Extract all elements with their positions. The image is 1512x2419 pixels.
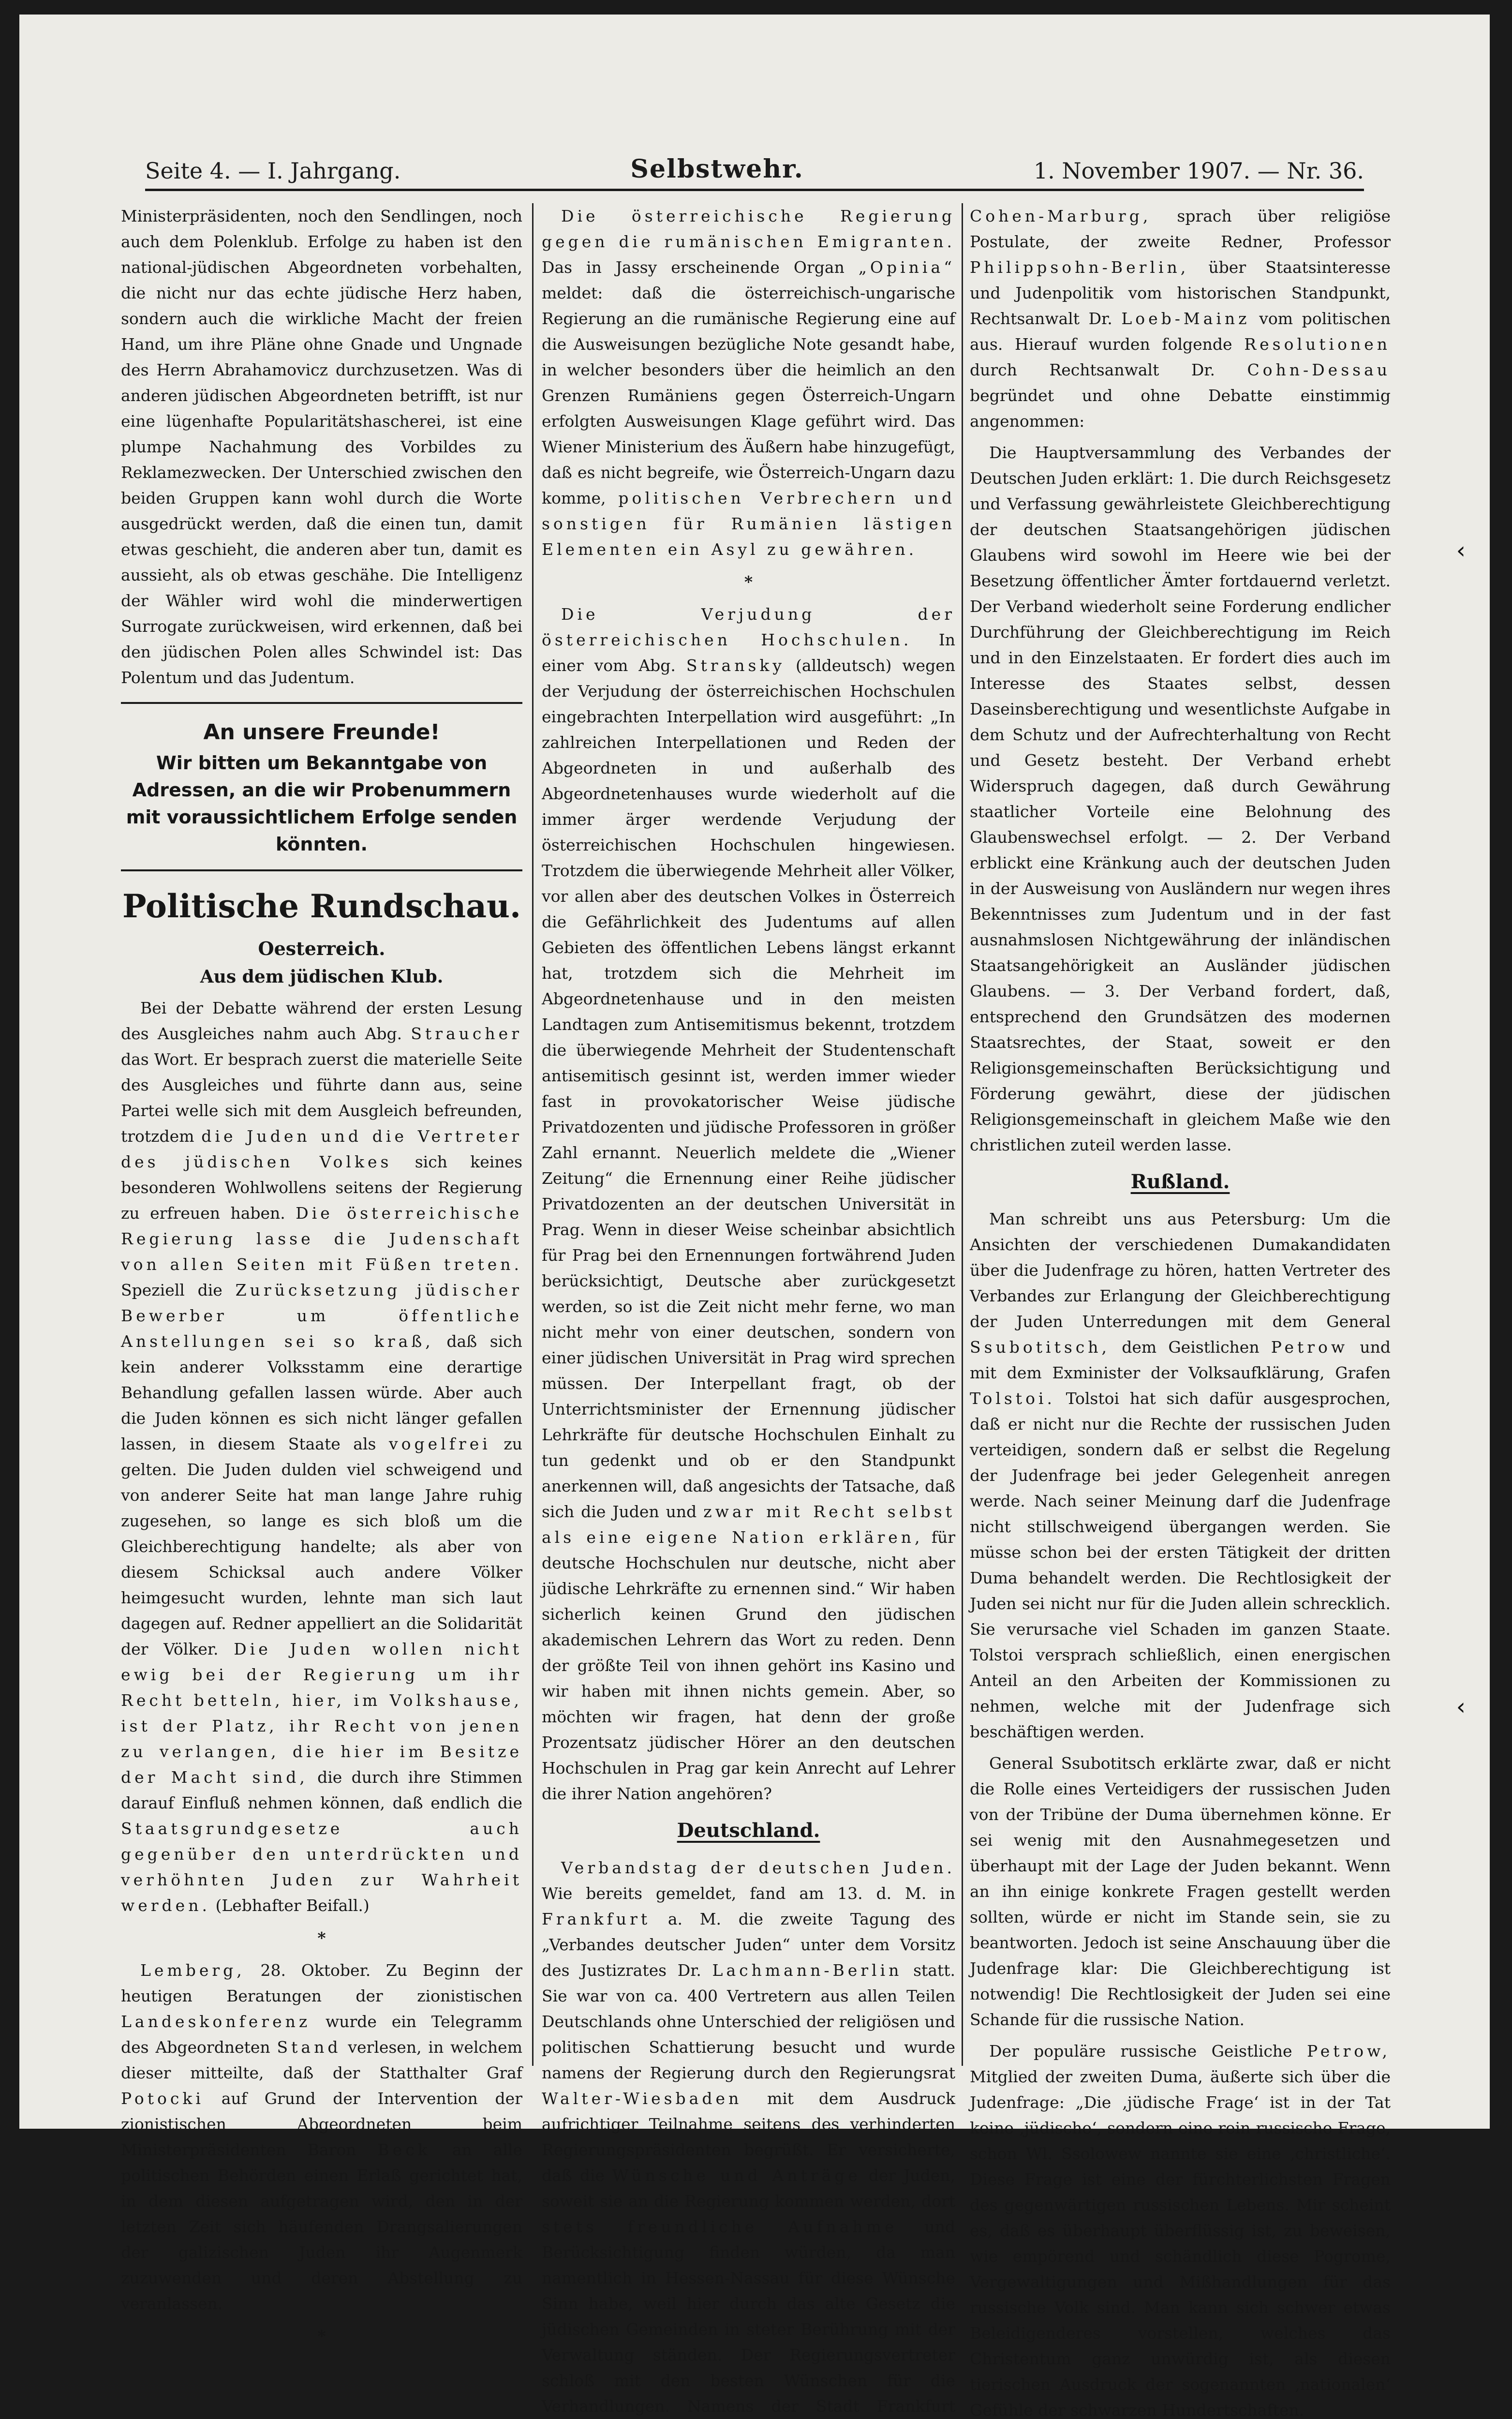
- column-3: [970, 203, 1391, 2419]
- column-divider-1: [532, 203, 534, 2066]
- article-paragraph: Verbandstag der deutschen Juden. Wie bereits gemeldet, fand am 13. d. M. in Frankfurt a. M. die zweite Tagung des „Verbandes deutscher Juden“ unter dem Vorsitz des Justizrates Dr. Lachmann-Berlin statt. Sie war von ca. 400 Vertretern aus allen Teilen Deutschlands ohne Unterschied der religiösen und politischen Schattierung besucht und wurde namens der Regierung durch den Regierungsrat Walter-Wiesbaden mit dem Ausdruck aufrichtiger Teilnahme seitens des verhinderten Regierungspräsidenten begrüßt. Er versicherte, daß die Wünsche und Anträge der Juden, soweit sie an die Regierung kommen werden, dort stets freundliche Aufnahme und Berücksichtigung finden würden, da man namentlich in Hessen-Nassau für diese Wünsche Sinn habe, weil hier durch das alte Gesetz die jüdischen Gemeinden in steter Berührung mit der Verwaltung ständen. Der Regierungsvertreter schloß mit den besten Wünschen für die Verhandlungen. Namens der Stadt Frankfurt: [542, 1858, 956, 2416]
- article-paragraph: Bei der Debatte während der ersten Lesung des Ausgleiches nahm auch Abg. Straucher das Wort. Er besprach zuerst die materielle Seite des Ausgleiches und führte dann aus, seine Partei welle sich mit dem Ausgleich befreunden, trotzdem die Juden und die Vertreter des jüdischen Volkes sich keines besonderen Wohlwollens seitens der Regierung zu erfreuen haben. Die österreichische Regierung lasse die Judenschaft von allen Seiten mit Füßen treten. Speziell die Zurücksetzung jüdischer Bewerber um öffentliche Anstellungen sei so kraß, daß sich kein anderer Volksstamm eine derartige Behandlung gefallen lassen würde. Aber auch die Juden können es sich nicht länger gefallen lassen, in diesem Staate als vogelfrei zu gelten. Die Juden dulden viel schweigend und von anderer Seite hat man lange Jahre ruhig zugesehen, so lange es sich bloß um die Gleichberechtigung handelte; als aber von diesem Schicksal auch andere Völker heimgesucht wurden, lehnte man sich laut dagegen auf. Redner appelliert an die Solidarität der Völker. Die Juden wollen nicht ewig bei der Regierung um ihr Recht betteln, hier, im Volkshause, ist der Platz, ihr Recht von jenen zu verlangen, die hier im Besitze der Macht sind, die durch ihre Stimmen darauf Einfluß nehmen können, daß endlich die Staatsgrundgesetze auch gegenüber den unterdrückten und verhöhnten Juden zur Wahrheit werden. (Lebhafter Beifall.): [121, 999, 523, 1915]
- column-divider-2: [962, 203, 963, 2066]
- separator-star: *: [744, 572, 753, 591]
- separator-star: *: [317, 1928, 326, 1947]
- header-date-issue: 1. November 1907. — Nr. 36.: [1033, 158, 1364, 184]
- article-paragraph: Die österreichische Regierung gegen die rumänischen Emigranten. Das in Jassy erscheinende Organ „Opinia“ meldet: daß die österreichisch-ungarische Regierung an die rumänische Regierung eine auf die Ausweisungen bezügliche Note gesandt habe, in welcher besonders über die heimlich an den Grenzen Rumäniens gegen Österreich-Ungarn erfolgten Ausweisungen Klage geführt wird. Das Wiener Ministerium des Äußern habe hinzugefügt, daß es nicht begreife, wie Österreich-Ungarn dazu komme, politischen Verbrechern und sonstigen für Rumänien lästigen Elementen ein Asyl zu gewähren.: [542, 207, 955, 559]
- country-heading: Deutschland.: [677, 1819, 820, 1842]
- section-title: Politische Rundschau.: [122, 887, 521, 925]
- notice-body: Wir bitten um Bekanntgabe von Adressen, an die wir Probenummern mit voraussichtlichem Erfolge senden könnten.: [126, 752, 518, 855]
- country-heading: Rußland.: [1130, 1170, 1230, 1193]
- newspaper-page: [19, 15, 1490, 2419]
- divider: [121, 702, 522, 704]
- resolution-text: Die Hauptversammlung des Verbandes der Deutschen Juden erklärt: 1. Die durch Reichsgesetz und Verfassung gewährleistete Gleichberechtigung der deutschen Staatsangehörigen jüdischen Glaubens wird sowohl im Heere wie bei der Besetzung öffentlicher Ämter fortdauernd verletzt. Der Verband wiederholt seine Forderung endlicher Durchführung der Gleichberechtigung im Reich und in den Einzelstaaten. Er fordert dies auch im Interesse des Staates selbst, dessen Daseinsberechtigung und wesentlichste Aufgabe in dem Schutz und der Aufrechterhaltung von Recht und Gesetz besteht. Der Verband erhebt Widerspruch dagegen, daß durch Gewährung staatlicher Vorteile eine Belohnung des Glaubenswechsel erfolgt. — 2. Der Verband erblickt eine Kränkung auch der deutschen Juden in der Ausweisung von Ausländern nur wegen ihres Bekenntnisses zum Judentum und in der fast ausnahmslosen Nichtgewährung der inländischen Staatsangehörigkeit an Ausländer jüdischen Glaubens. — 3. Der Verband fordert, daß, entsprechend den Grundsätzen des modernen Staatsrechtes, der Staat, soweit er den Religionsgemeinschaften Berücksichtigung und Förderung gewährt, diese der jüdischen Religionsgemeinschaft in gleichem Maße wie den christlichen zuteil werden lasse.: [970, 443, 1391, 1154]
- article-paragraph: Der populäre russische Geistliche Petrow, Mitglied der zweiten Duma, äußerte sich über die Judenfrage: „Die ‚jüdische Frage‘ ist in der Tat keine ‚jüdische‘, sondern eine rein russische Frage, schon Wl. Ssolowew nannte sie eine ‚christliche‘. Diese Frage ist eine der fürchterlichsten Fragen des gegenwärtigen russischen Lebens. Mir scheint es, daß es überhaupt überflüssig ist, zu beweisen, wie empörend und schändlich diese Pogrome, Vergewaltigungen und Mißhandlungen für das russische Volk sind. Man kann sich schwer etwas Beleidigenderes vorstellen, welches das Christentum ganz unwürdig ist, als diesen tierischen Ausdruck der sogenannten ‚nationalen‘ Gefühle der schwarzen Hundertschaften.: [970, 2042, 1391, 2419]
- article-paragraph: Man schreibt uns aus Petersburg: Um die Ansichten der verschiedenen Dumakandidaten über die Judenfrage zu hören, hatten Vertreter des Verbandes zur Erlangung der Gleichberechtigung der Juden Unterredungen mit dem General Ssubotitsch, dem Geistlichen Petrow und mit dem Exminister der Volksaufklärung, Grafen Tolstoi. Tolstoi hat sich dafür ausgesprochen, daß er nicht nur die Rechte der russischen Juden verteidigen, sondern daß er selbst die Regelung der Judenfrage bei jeder Gelegenheit anregen werde. Nach seiner Meinung darf die Judenfrage nicht stillschweigend übergangen werden. Sie müsse schon bei der ersten Tätigkeit der dritten Duma behandelt werden. Die Rechtlosigkeit der Juden sei nicht nur für die Juden allein schrecklich. Sie verursache viel Schaden im ganzen Staate. Tolstoi versprach schließlich, einen energischen Anteil an den Arbeiten der Kommissionen zu nehmen, welche mit der Judenfrage sich beschäftigen werden.: [970, 1210, 1391, 1741]
- article-continuation: Ministerpräsidenten, noch den Sendlingen, noch auch dem Polenklub. Erfolge zu haben ist den national-jüdischen Abgeordneten vorbehalten, die nicht nur das echte jüdische Herz haben, sondern auch die wirkliche Macht der freien Hand, um ihre Pläne ohne Gnade und Ungnade des Herrn Abrahamovicz durchzusetzen. Was di anderen jüdischen Abgeordneten betrifft, ist nur eine lügenhafte Popularitätshascherei, ist eine plumpe Nachahmung des Vorbildes zu Reklamezwecken. Der Unterschied zwischen den beiden Gruppen kann wohl durch die Worte ausgedrückt werden, daß die einen tun, damit etwas geschieht, die anderen aber tun, damit es aussieht, als ob etwas geschähe. Die Intelligenz der Wähler wird wohl die minderwertigen Surrogate zurückweisen, wird erkennen, daß bei den jüdischen Polen alles Schwindel ist: Das Polentum und das Judentum.: [121, 207, 522, 687]
- page-header: [145, 150, 1364, 191]
- margin-arrow-icon: ‹: [1456, 1693, 1466, 1720]
- country-heading: Oesterreich.: [258, 938, 385, 959]
- column-2: [542, 203, 955, 2419]
- margin-arrow-icon: ‹: [1456, 537, 1466, 564]
- article-paragraph: Lemberg, 28. Oktober. Zu Beginn der heutigen Beratungen der zionistischen Landeskonferenz wurde ein Telegramm des Abgeordneten Stand verlesen, in welchem dieser mitteilte, daß der Statthalter Graf Potocki auf Grund der Intervention der zionistischen Abgeordneten beim Ministerpräsidenten Baron Beck an alle politischen Behörden einen Erlaß gerichtet hat, in dem diesen aufgetragen wird, den in der letzten Zeit sich häufenden Drangsalierungen der galizischen Juden ihr Augenmerk zuzuwenden und deren Abstellung zu veranlassen.: [121, 1961, 523, 2313]
- notice-box: [121, 716, 522, 858]
- article-paragraph: General Ssubotitsch erklärte zwar, daß er nicht die Rolle eines Verteidigers der russischen Juden von der Tribüne der Duma übernehmen könne. Er sei wenig mit den Ausnahmegesetzen und überhaupt mit der Lage der Juden bekannt. Wenn an ihn einige konkrete Fragen gestellt werden sollten, würde er nicht im Stande sein, sie zu beantworten. Jedoch ist seine Anschauung über die Judenfrage klar: Die Gleichberechtigung ist notwendig! Die Rechtlosigkeit der Juden sei eine Schande für die russische Nation.: [970, 1754, 1391, 2029]
- divider: [121, 869, 522, 871]
- header-page-info: Seite 4. — I. Jahrgang.: [145, 158, 401, 184]
- article-heading: Aus dem jüdischen Klub.: [200, 967, 444, 987]
- column-1: [121, 203, 522, 2356]
- header-masthead: Selbstwehr.: [630, 154, 804, 184]
- article-paragraph: Die Verjudung der österreichischen Hochschulen. In einer vom Abg. Stransky (alldeutsch) wegen der Verjudung der österreichischen Hochschulen eingebrachten Interpellation wird ausgeführt: „In zahlreichen Interpellationen und Reden der Abgeordneten in und außerhalb des Abgeordnetenhauses wurde wiederholt auf die immer ärger werdende Verjudung der österreichischen Hochschulen hingewiesen. Trotzdem die überwiegende Mehrheit aller Völker, vor allen aber des deutschen Volkes in Österreich die Gefährlichkeit des Judentums auf allen Gebieten des öffentlichen Lebens längst erkannt hat, trotzdem sich die Mehrheit im Abgeordnetenhause und in den meisten Landtagen zum Antisemitismus bekennt, trotzdem die überwiegende Mehrheit der Studentenschaft antisemitisch gesinnt ist, werden immer wieder fast in provokatorischer Weise jüdische Privatdozenten und jüdische Professoren in größer Zahl ernannt. Neuerlich meldete die „Wiener Zeitung“ die Ernennung einer Reihe jüdischer Privatdozenten an der deutschen Universität in Prag. Wenn in dieser Weise scheinbar absichtlich für Prag bei den Ernennungen fortwährend Juden berücksichtigt, Deutsche aber zurückgesetzt werden, so ist die Zeit nicht mehr ferne, wo man nicht mehr von einer deutschen, sondern von einer jüdischen Universität in Prag wird sprechen müssen. Der Interpellant fragt, ob der Unterrichtsminister der Ernennung jüdischer Lehrkräfte für deutsche Hochschulen Einhalt zu tun gedenkt und ob er den Standpunkt anerkennen will, daß angesichts der Tatsache, daß sich die Juden und zwar mit Recht selbst als eine eigene Nation erklären, für deutsche Hochschulen nur deutsche, nicht aber jüdische Lehrkräfte zu ernennen sind.“ Wir haben sicherlich keinen Grund den jüdischen akademischen Lehrern das Wort zu reden. Denn der größte Teil von ihnen gehört ins Kasino und wir haben mit ihnen nichts gemein. Aber, so möchten wir fragen, hat denn der große Prozentsatz jüdischer Hörer an den deutschen Hochschulen in Prag gar kein Anrecht auf Lehrer die ihrer Nation angehören?: [542, 605, 955, 1803]
- notice-title: An unsere Freunde!: [203, 720, 440, 745]
- article-paragraph: Cohen-Marburg, sprach über religiöse Postulate, der zweite Redner, Professor Philippsohn-Berlin, über Staatsinteresse und Judenpolitik vom historischen Standpunkt, Rechtsanwalt Dr. Loeb-Mainz vom politischen aus. Hierauf wurden folgende Resolutionen durch Rechtsanwalt Dr. Cohn-Dessau begründet und ohne Debatte einstimmig angenommen:: [970, 207, 1391, 431]
- separator-star: *: [317, 2327, 326, 2345]
